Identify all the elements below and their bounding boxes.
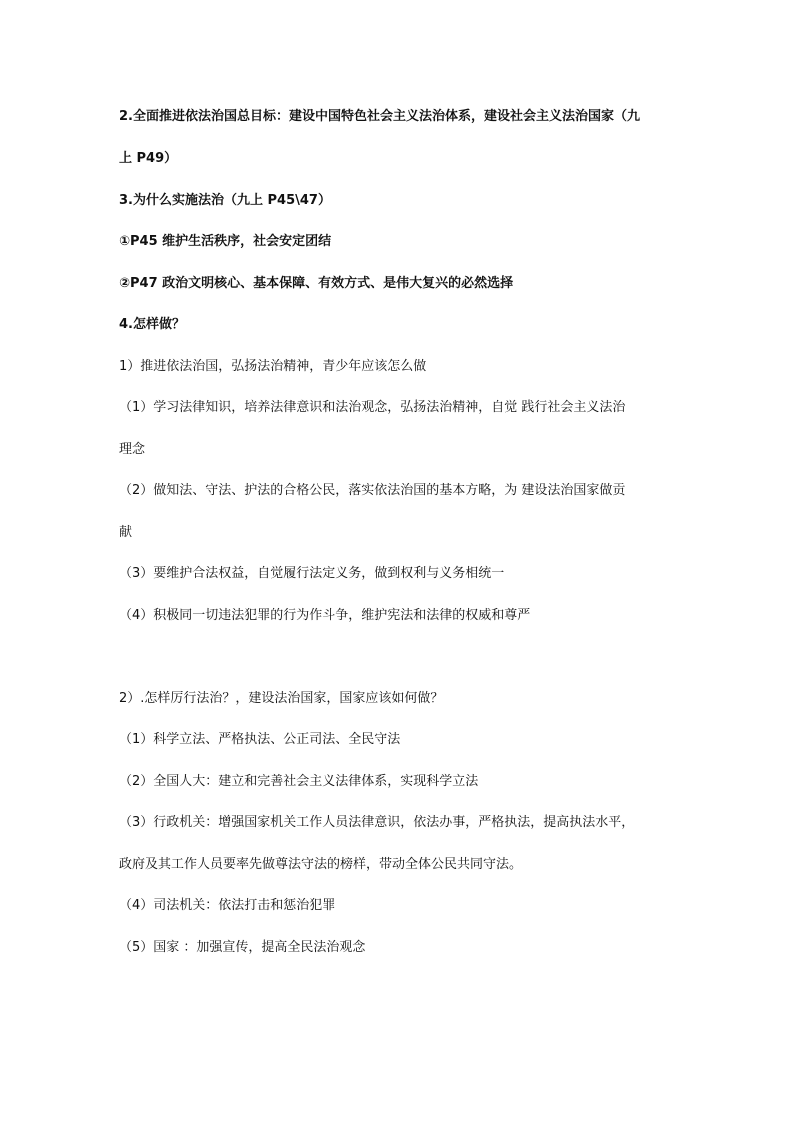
state-item-3: （3）行政机关：增强国家机关工作人员法律意识，依法办事，严格执法，提高执法水平， [119,815,635,830]
youth-item-2-continued: 献 [119,525,133,540]
state-item-4: （4）司法机关：依法打击和惩治犯罪 [119,898,336,913]
youth-item-4: （4）积极同一切违法犯罪的行为作斗争，维护宪法和法律的权威和尊严 [119,608,531,623]
state-item-2: （2）全国人大：建立和完善社会主义法律体系，实现科学立法 [119,774,479,789]
heading-why: 3.为什么实施法治（九上 P45\47） [119,193,331,208]
youth-item-1: （1）学习法律知识，培养法律意识和法治观念，弘扬法治精神，自觉 践行社会主义法治 [119,400,626,415]
reason-two: ②P47 政治文明核心、基本保障、有效方式、是伟大复兴的必然选择 [119,276,514,291]
heading-how: 4.怎样做？ [119,317,185,332]
section-youth-heading: 1）推进依法治国，弘扬法治精神，青少年应该怎么做 [119,359,427,374]
youth-item-2: （2）做知法、守法、护法的合格公民，落实依法治国的基本方略，为 建设法治国家做贡 [119,483,626,498]
state-item-3-continued: 政府及其工作人员要率先做尊法守法的榜样，带动全体公民共同守法。 [119,857,523,872]
reason-one: ①P45 维护生活秩序，社会安定团结 [119,234,332,249]
heading-goal: 2.全面推进依法治国总目标：建设中国特色社会主义法治体系，建设社会主义法治国家（九 [119,109,640,124]
youth-item-3: （3）要维护合法权益，自觉履行法定义务，做到权利与义务相统一 [119,566,505,581]
heading-goal-continued: 上 P49） [119,151,178,166]
youth-item-1-continued: 理念 [119,442,146,457]
state-item-5: （5）国家 ：加强宣传，提高全民法治观念 [119,940,366,955]
state-item-1: （1）科学立法、严格执法、公正司法、全民守法 [119,732,401,747]
section-state-heading: 2）.怎样厉行法治？，建设法治国家，国家应该如何做？ [119,691,444,706]
